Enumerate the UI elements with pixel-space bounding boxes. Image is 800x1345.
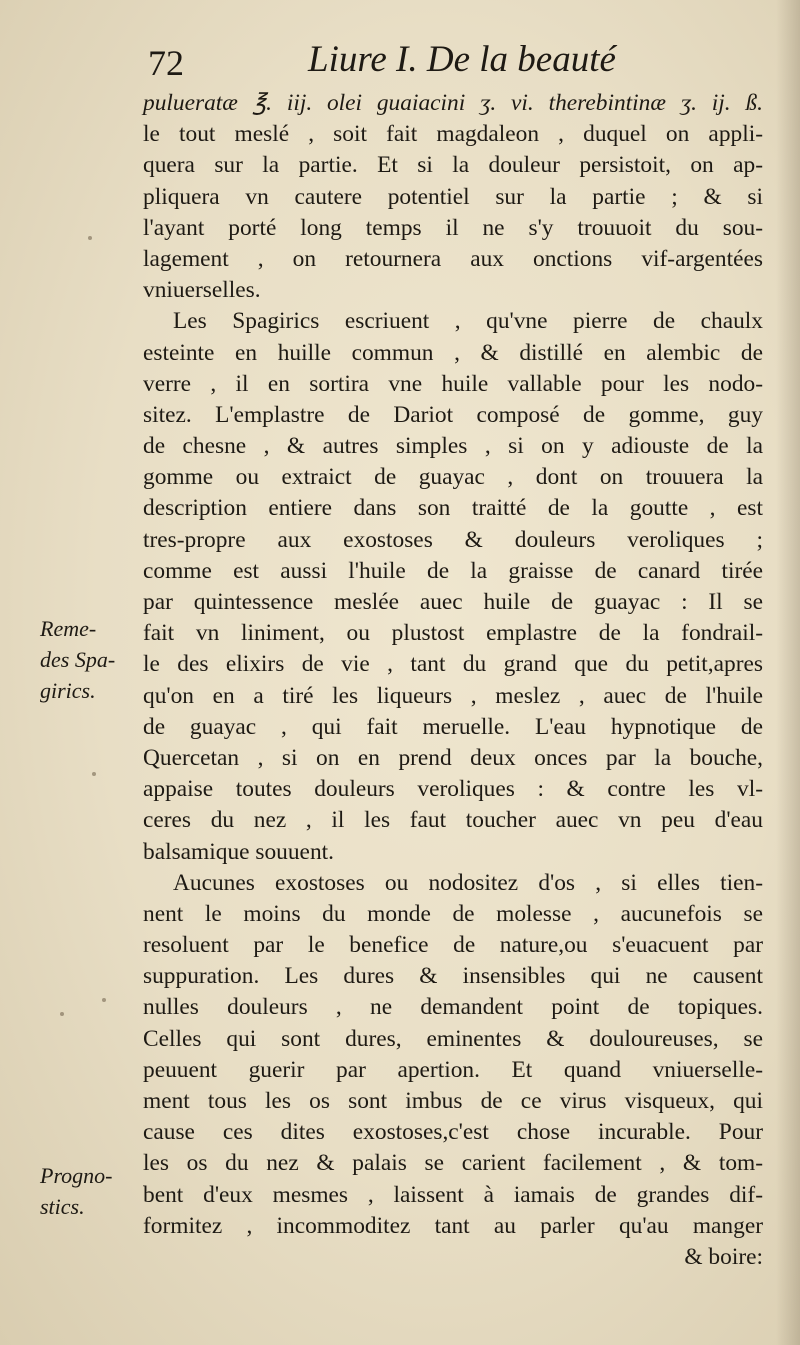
text-line: pulueratæ ℥. iij. olei guaiacini ʒ. vi. therebintinæ ʒ. ij. ß. (143, 90, 763, 116)
margin-note-line: Reme- (40, 616, 97, 641)
running-title: Liure I. De la beauté (308, 39, 616, 80)
text-line: de chesne , & autres simples , si on y adiouste de la (143, 433, 763, 460)
text-line: balsamique souuent. (143, 838, 334, 865)
margin-note-prognostics (40, 1160, 140, 1222)
text-line: par quintessence meslée auec huile de guayac : Il se (143, 589, 763, 615)
text-line: Quercetan , si on en prend deux onces par la bouche, (143, 744, 763, 771)
text-line: ceres du nez , il les faut toucher auec vn peu d'eau (143, 807, 763, 834)
text-line: les os du nez & palais se carient facilement , & tom- (143, 1150, 763, 1177)
text-line: Celles qui sont dures, eminentes & douloureuses, se (143, 1025, 763, 1052)
margin-note-line: stics. (40, 1194, 85, 1220)
text-line: de guayac , qui fait meruelle. L'eau hypnotique de (143, 713, 763, 740)
text-line: comme est aussi l'huile de la graisse de canard tirée (143, 557, 763, 584)
body-text (143, 88, 763, 1273)
text-line: description entiere dans son traitté de la goutte , est (143, 495, 763, 522)
text-line: bent d'eux mesmes , laissent à iamais de grandes dif- (143, 1181, 763, 1208)
text-line: le des elixirs de vie , tant du grand que du petit,apres (143, 651, 763, 678)
text-line: lagement , on retournera aux onctions vif-argentées (143, 245, 763, 272)
margin-note-line: Progno- (40, 1163, 113, 1188)
page-edge-shadow (776, 0, 800, 1345)
paragraph-start-line: Aucunes exostoses ou nodositez d'os , si elles tien- (173, 869, 763, 896)
margin-note-remedies (40, 613, 140, 707)
text-line: & boire: (684, 1243, 763, 1270)
text-line: peuuent guerir par apertion. Et quand vniuerselle- (143, 1056, 763, 1083)
text-line: fait vn liniment, ou plustost emplastre de la fondrail- (143, 620, 763, 647)
page-number: 72 (148, 43, 184, 83)
paper-speck (88, 236, 92, 240)
margin-note-line: girics. (40, 678, 96, 704)
text-line: appaise toutes douleurs veroliques : & contre les vl- (143, 776, 763, 803)
text-line: resoluent par le benefice de nature,ou s'euacuent par (143, 932, 763, 959)
page-header (148, 38, 628, 84)
text-line: ment tous les os sont imbus de ce virus visqueux, qui (143, 1088, 763, 1114)
text-line: cause ces dites exostoses,c'est chose incurable. Pour (143, 1119, 763, 1146)
text-line: gomme ou extraict de guayac , dont on trouuera la (143, 464, 763, 491)
paper-speck (60, 1012, 64, 1016)
text-line: quera sur la partie. Et si la douleur persistoit, on ap- (143, 152, 763, 179)
text-line: suppuration. Les dures & insensibles qui ne causent (143, 963, 763, 990)
text-line: qu'on en a tiré les liqueurs , meslez , auec de l'huile (143, 682, 763, 709)
text-line: tres-propre aux exostoses & douleurs veroliques ; (143, 526, 763, 553)
text-line: sitez. L'emplastre de Dariot composé de gomme, guy (143, 401, 763, 428)
text-line: formitez , incommoditez tant au parler qu'au manger (143, 1212, 763, 1239)
paper-speck (102, 998, 106, 1002)
text-line: pliquera vn cautere potentiel sur la partie ; & si (143, 183, 763, 210)
margin-note-line: des Spa- (40, 647, 116, 673)
text-line: esteinte en huille commun , & distillé en alembic de (143, 339, 763, 366)
paper-speck (92, 772, 96, 776)
paragraph-start-line: Les Spagirics escriuent , qu'vne pierre de chaulx (173, 308, 763, 335)
text-line: l'ayant porté long temps il ne s'y trouuoit du sou- (143, 214, 763, 241)
text-line: nulles douleurs , ne demandent point de topiques. (143, 994, 763, 1021)
text-line: verre , il en sortira vne huile vallable pour les nodo- (143, 370, 763, 397)
text-line: vniuerselles. (143, 277, 261, 304)
text-line: nent le moins du monde de molesse , aucunefois se (143, 900, 763, 927)
text-line: le tout meslé , soit fait magdaleon , duquel on appli- (143, 121, 763, 148)
